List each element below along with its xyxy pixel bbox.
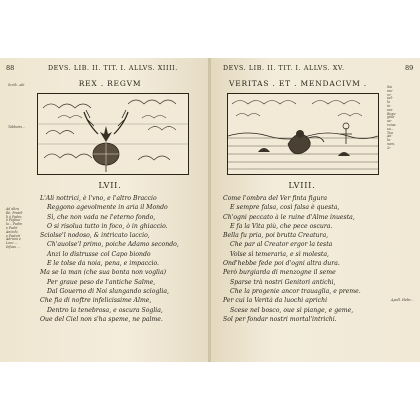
left-motto: REX . REGVM	[78, 79, 142, 88]
margin-note: in-	[387, 103, 392, 108]
margin-note: lo... Padre	[6, 222, 23, 227]
margin-note: e Pastori	[6, 233, 21, 238]
verse-line: E fa la Vita più, che pece oscura.	[230, 222, 333, 230]
verse-line: Che fia di noftre infelicissime Alme,	[40, 297, 152, 305]
right-emblem-number: LVIII.	[288, 181, 316, 190]
verse-line: Sì, che non vada ne l'eterno fondo,	[47, 213, 156, 221]
left-sonnet	[40, 194, 179, 324]
margin-note: nam,	[387, 141, 395, 146]
verse-line: O si risolua tutto in foco, ò in ghiaccio.	[47, 222, 168, 230]
margin-note: su...	[387, 126, 394, 131]
right-sonnet	[223, 194, 361, 324]
margin-note: Antichi,	[6, 229, 19, 234]
margin-note: Sui	[387, 85, 393, 89]
margin-note: &-	[387, 145, 391, 150]
verse-line: Che par al Creator ergor la testa	[230, 241, 333, 249]
left-page-number: 88	[6, 64, 15, 72]
left-margin-label-mid: Tabboris...	[8, 125, 25, 129]
margin-note: Rè. Fratel-	[6, 210, 24, 215]
verse-line: E sempre falsa, così falsa è questa,	[230, 204, 340, 212]
margin-note: ò Figliuo-	[6, 218, 22, 223]
margin-note: e Padri	[6, 225, 18, 230]
crowned-heart-emblem-image	[38, 94, 188, 174]
verse-line: Per graue peso de l'antiche Salme,	[47, 278, 156, 286]
margin-note: ue-	[387, 119, 393, 124]
verse-line: Anzi lo distrusse col Capo biondo	[47, 250, 151, 258]
margin-note: ruiua	[387, 122, 396, 127]
margin-note: ro-	[387, 92, 392, 97]
verse-line: E le tolse da noia, pena, e impaccio.	[47, 260, 160, 268]
verse-line: Ch'ogni peccato à le ruine d'Alme inuesta,	[223, 213, 355, 221]
left-margin-notes	[6, 208, 36, 250]
verse-line: Bella fu pria, poi brutta Creatura,	[223, 232, 329, 240]
verse-line: Oue del Ciel non s'ha speme, ne palme.	[40, 315, 163, 323]
verse-line: Sciolse'l nodoso, & intricato laccio,	[40, 232, 150, 240]
verse-line: Ma se la man (che sua bonta non voglia)	[40, 269, 167, 277]
left-margin-label-top: Scrib...ale	[8, 83, 25, 87]
left-emblem-woodcut	[37, 93, 189, 175]
left-running-head: DEVS. LIB. II. TIT. I. ALLVS. XIIII.	[48, 65, 178, 72]
margin-note: Ad altra	[6, 207, 19, 211]
right-running-head: DEVS. LIB. II. TIT. I. ALLVS. XV.	[223, 65, 345, 72]
margin-note: An-	[387, 134, 393, 139]
margin-note: uel-	[387, 96, 394, 101]
right-motto: VERITAS . ET . MENDACIVM .	[229, 79, 367, 88]
verse-line: Sol per fondar nostri mortal'intrichi.	[223, 315, 337, 323]
verse-line: L'Ali nottrici, è l'vno, e l'altro Braccio	[40, 195, 157, 202]
margin-note: lu-	[387, 138, 392, 143]
verse-line: Scese nel bosco, oue sì piange, e geme,	[230, 306, 354, 314]
margin-note: gina-	[387, 115, 396, 120]
right-side-note: Apoll. Hebr...	[391, 298, 414, 302]
verse-line: Ch'auolse'l primo, poiche Adamo secondo,	[47, 241, 179, 249]
verse-line: Per cui la Verità da luochi aprichi	[223, 297, 328, 305]
left-page	[0, 58, 209, 362]
left-emblem-number: LVII.	[98, 181, 122, 190]
right-page	[211, 58, 420, 362]
verse-line: Sparse trà nostri Genitori antichi,	[230, 278, 336, 286]
margin-note: Tua	[387, 130, 394, 135]
margin-note: Adriani e	[6, 237, 21, 242]
verse-line: Volse sì temeraria, e sì molesta,	[230, 250, 329, 258]
verse-line: Dal Gouerno di Noi slungando scioglia,	[47, 287, 169, 295]
right-emblem-woodcut	[227, 93, 379, 175]
right-margin-notes	[387, 86, 417, 151]
verse-line: Ond'hebbe fede poi d'ogni altra dura.	[223, 260, 340, 268]
truth-and-lie-emblem-image	[228, 94, 378, 174]
verse-line: Dentro la tenebrosa, e oscura Soglia,	[47, 306, 163, 314]
margin-note: mo-	[387, 88, 394, 93]
right-page-number: 89	[405, 64, 414, 72]
margin-note: Regu-	[387, 111, 397, 116]
verse-line: Però burgiarda di menzogne il seme	[223, 269, 336, 277]
verse-line: Che la progenie ancor trauaglia, e preme.	[230, 287, 361, 295]
margin-note: Loro ...	[6, 241, 18, 246]
verse-line: Reggono agevolmente in aria il Mondo	[47, 204, 168, 212]
margin-note: li ò Padre,	[6, 214, 23, 219]
margin-note: la	[387, 100, 390, 105]
verse-line: Come l'ombra del Ver finta figura	[223, 195, 328, 202]
margin-note: Infuso ...	[6, 244, 21, 249]
margin-note: noi-	[387, 107, 394, 112]
